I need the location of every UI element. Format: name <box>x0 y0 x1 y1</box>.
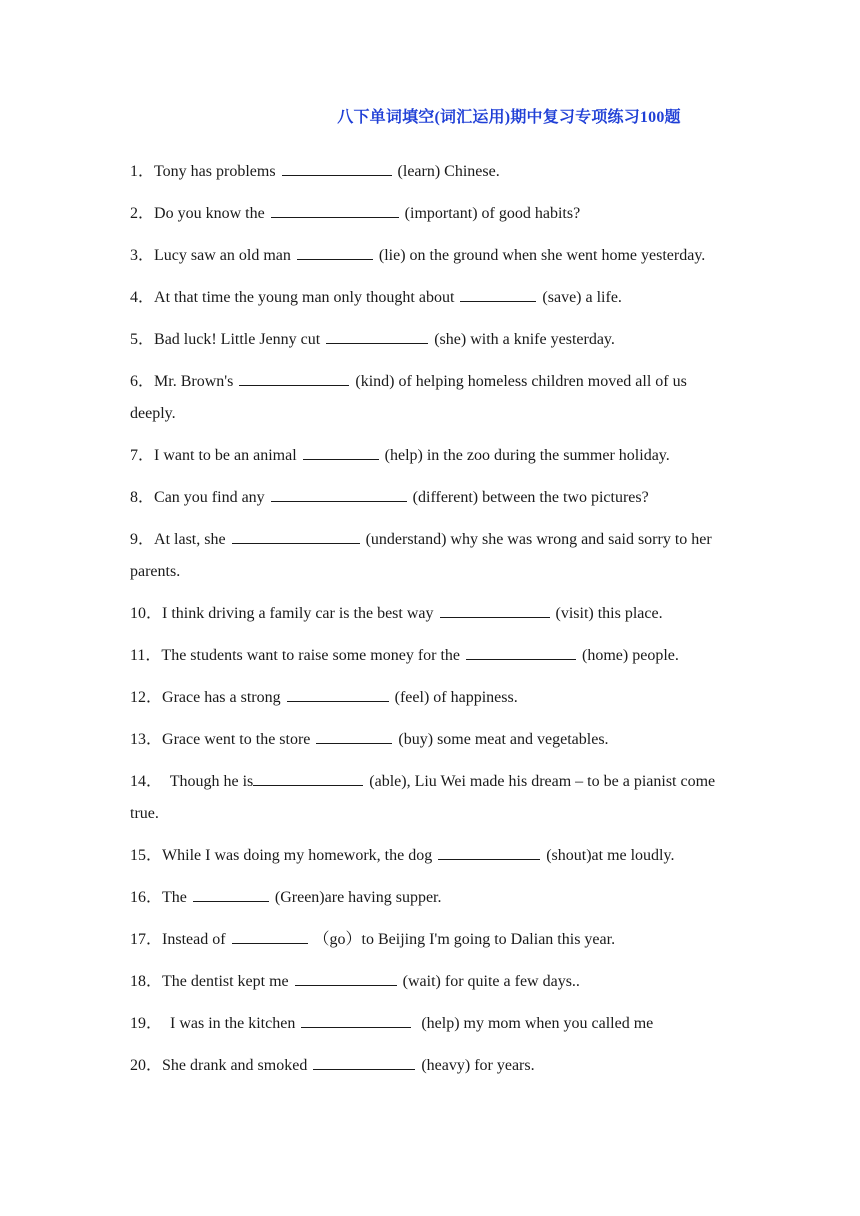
question-number: 12． <box>130 689 163 706</box>
question-text-before: The dentist kept me <box>162 973 289 990</box>
question-hint: (home) people. <box>582 647 679 664</box>
question-number: 11． <box>130 647 162 664</box>
answer-blank[interactable] <box>303 443 379 460</box>
answer-blank[interactable] <box>271 201 399 218</box>
question-text-before: At that time the young man only thought about <box>154 289 455 306</box>
question-20 <box>130 1050 734 1082</box>
question-5 <box>130 324 734 356</box>
document-title: 八下单词填空(词汇运用)期中复习专项练习100题 <box>337 109 681 126</box>
question-hint: (she) with a knife yesterday. <box>434 331 615 348</box>
question-text-before: Bad luck! Little Jenny cut <box>154 331 321 348</box>
question-hint: (Green)are having supper. <box>274 889 442 906</box>
question-10 <box>130 598 734 630</box>
question-number: 14． <box>130 773 163 790</box>
question-text-before: The students want to raise some money for the <box>161 647 461 664</box>
question-number: 8． <box>130 489 155 506</box>
question-text-before: Grace has a strong <box>162 689 281 706</box>
question-text-before: Do you know the <box>154 205 265 222</box>
question-hint: (important) of good habits? <box>404 205 581 222</box>
question-number: 6． <box>130 373 155 390</box>
question-12 <box>130 682 734 714</box>
answer-blank[interactable] <box>287 685 389 702</box>
answer-blank[interactable] <box>239 369 349 386</box>
question-number: 13． <box>130 731 163 748</box>
question-number: 5． <box>130 331 155 348</box>
question-hint: (help) in the zoo during the summer holiday. <box>384 447 670 464</box>
question-13 <box>130 724 734 756</box>
question-hint: (learn) Chinese. <box>397 163 500 180</box>
question-3 <box>130 240 734 272</box>
question-8 <box>130 482 734 514</box>
question-text-before: I was in the kitchen <box>162 1015 296 1032</box>
question-7 <box>130 440 734 472</box>
question-2 <box>130 198 734 230</box>
answer-blank[interactable] <box>253 769 363 786</box>
question-number: 9． <box>130 531 155 548</box>
question-hint: (visit) this place. <box>555 605 663 622</box>
question-text-before: Tony has problems <box>154 163 276 180</box>
question-number: 17． <box>130 931 163 948</box>
answer-blank[interactable] <box>232 927 308 944</box>
question-14 <box>130 766 734 830</box>
question-number: 19． <box>130 1015 163 1032</box>
question-1 <box>130 156 734 188</box>
question-17 <box>130 924 734 956</box>
question-19 <box>130 1008 734 1040</box>
question-text-before: Can you find any <box>154 489 265 506</box>
question-text-before: Grace went to the store <box>162 731 311 748</box>
answer-blank[interactable] <box>440 601 550 618</box>
question-4 <box>130 282 734 314</box>
answer-blank[interactable] <box>316 727 392 744</box>
question-number: 3． <box>130 247 155 264</box>
question-text-before: At last, she <box>154 531 226 548</box>
question-hint: (different) between the two pictures? <box>412 489 649 506</box>
question-hint: (lie) on the ground when she went home yesterday. <box>378 247 706 264</box>
question-hint: (wait) for quite a few days.. <box>402 973 580 990</box>
question-number: 20． <box>130 1057 163 1074</box>
answer-blank[interactable] <box>326 327 428 344</box>
answer-blank[interactable] <box>193 885 269 902</box>
question-hint: （go）to Beijing I'm going to Dalian this year. <box>313 931 616 948</box>
question-hint: (shout)at me loudly. <box>546 847 675 864</box>
question-text-before: While I was doing my homework, the dog <box>162 847 433 864</box>
question-number: 2． <box>130 205 155 222</box>
question-text-before: I think driving a family car is the best way <box>162 605 434 622</box>
question-9 <box>130 524 734 588</box>
answer-blank[interactable] <box>282 159 392 176</box>
answer-blank[interactable] <box>295 969 397 986</box>
answer-blank[interactable] <box>271 485 407 502</box>
question-number: 7． <box>130 447 155 464</box>
question-hint: (feel) of happiness. <box>394 689 518 706</box>
question-list <box>130 156 734 1092</box>
question-number: 1． <box>130 163 155 180</box>
question-hint: (help) my mom when you called me <box>417 1015 654 1032</box>
question-number: 16． <box>130 889 163 906</box>
question-16 <box>130 882 734 914</box>
question-text-before: I want to be an animal <box>154 447 297 464</box>
question-11 <box>130 640 734 672</box>
question-number: 10． <box>130 605 163 622</box>
answer-blank[interactable] <box>313 1053 415 1070</box>
question-text-before: The <box>162 889 187 906</box>
question-15 <box>130 840 734 872</box>
question-6 <box>130 366 734 430</box>
question-hint: (able), Liu Wei made his dream – to be a pianist come true. <box>130 773 716 822</box>
question-hint: (heavy) for years. <box>421 1057 535 1074</box>
answer-blank[interactable] <box>438 843 540 860</box>
question-number: 18． <box>130 973 163 990</box>
question-text-before: Instead of <box>162 931 226 948</box>
answer-blank[interactable] <box>297 243 373 260</box>
question-hint: (understand) why she was wrong and said sorry to her parents. <box>130 531 712 580</box>
question-number: 15． <box>130 847 163 864</box>
answer-blank[interactable] <box>460 285 536 302</box>
question-18 <box>130 966 734 998</box>
question-hint: (buy) some meat and vegetables. <box>398 731 609 748</box>
answer-blank[interactable] <box>466 643 576 660</box>
question-text-before: Lucy saw an old man <box>154 247 291 264</box>
question-text-before: She drank and smoked <box>162 1057 308 1074</box>
question-number: 4． <box>130 289 155 306</box>
answer-blank[interactable] <box>301 1011 411 1028</box>
question-text-before: Though he is <box>162 773 254 790</box>
question-hint: (kind) of helping homeless children moved all of us deeply. <box>130 373 687 422</box>
question-hint: (save) a life. <box>542 289 622 306</box>
answer-blank[interactable] <box>232 527 360 544</box>
question-text-before: Mr. Brown's <box>154 373 234 390</box>
